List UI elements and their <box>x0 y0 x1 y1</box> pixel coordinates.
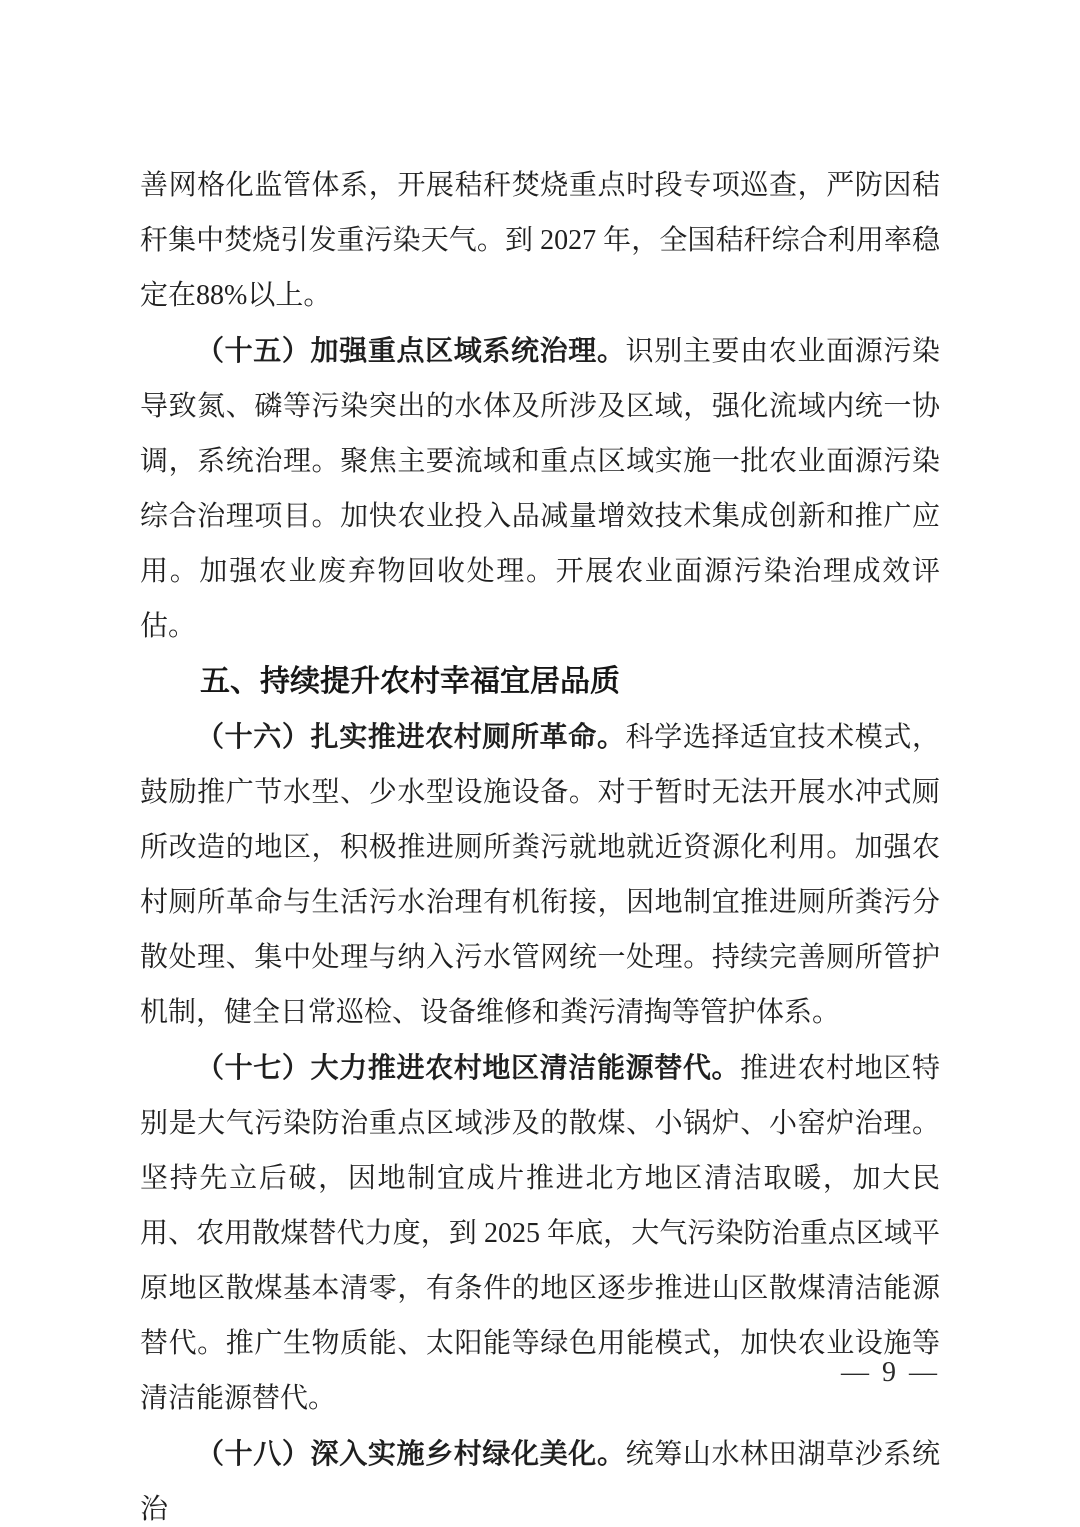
paragraph-item-17 <box>140 1040 940 1426</box>
paragraph-text: 识别主要由农业面源污染导致氮、磷等污染突出的水体及所涉及区域，强化流域内统一协调，系统治理。聚焦主要流域和重点区域实施一批农业面源污染综合治理项目。加快农业投入品减量增效技术集成创新和推广应用。加强农业废弃物回收处理。开展农业面源污染治理成效评估。 <box>140 336 940 642</box>
paragraph-item-18 <box>140 1426 940 1527</box>
paragraph-lead: （十六）扎实推进农村厕所革命。 <box>196 721 626 752</box>
paragraph-lead: （十八）深入实施乡村绿化美化。 <box>196 1438 626 1469</box>
paragraph-straw-burning-continuation <box>140 158 940 323</box>
paragraph-lead: （十五）加强重点区域系统治理。 <box>196 335 626 366</box>
page-number: — 9 — <box>841 1357 940 1388</box>
paragraph-text: 善网格化监管体系，开展秸秆焚烧重点时段专项巡查，严防因秸秆集中焚烧引发重污染天气。到 2027 年，全国秸秆综合利用率稳定在88%以上。 <box>140 170 940 311</box>
paragraph-item-15 <box>140 323 940 654</box>
paragraph-text: 推进农村地区特别是大气污染防治重点区域涉及的散煤、小锅炉、小窑炉治理。坚持先立后破，因地制宜成片推进北方地区清洁取暖，加大民用、农用散煤替代力度，到 2025 年底，大气污染防治重点区域平原地区散煤基本清零，有条件的地区逐步推进山区散煤清洁能源替代。推广生物质能、太阳能等绿色用能模式，加快农业设施等清洁能源替代。 <box>140 1053 940 1414</box>
paragraph-text: 科学选择适宜技术模式，鼓励推广节水型、少水型设施设备。对于暂时无法开展水冲式厕所改造的地区，积极推进厕所粪污就地就近资源化利用。加强农村厕所革命与生活污水治理有机衔接，因地制宜推进厕所粪污分散处理、集中处理与纳入污水管网统一处理。持续完善厕所管护机制，健全日常巡检、设备维修和粪污清掏等管护体系。 <box>140 722 940 1028</box>
section-heading-five: 五、持续提升农村幸福宜居品质 <box>200 665 620 698</box>
paragraph-text: 统筹山水林田湖草沙系统治 <box>140 1439 940 1525</box>
paragraph-lead: （十七）大力推进农村地区清洁能源替代。 <box>196 1052 741 1083</box>
paragraph-item-16 <box>140 709 940 1040</box>
document-body <box>140 158 940 1527</box>
